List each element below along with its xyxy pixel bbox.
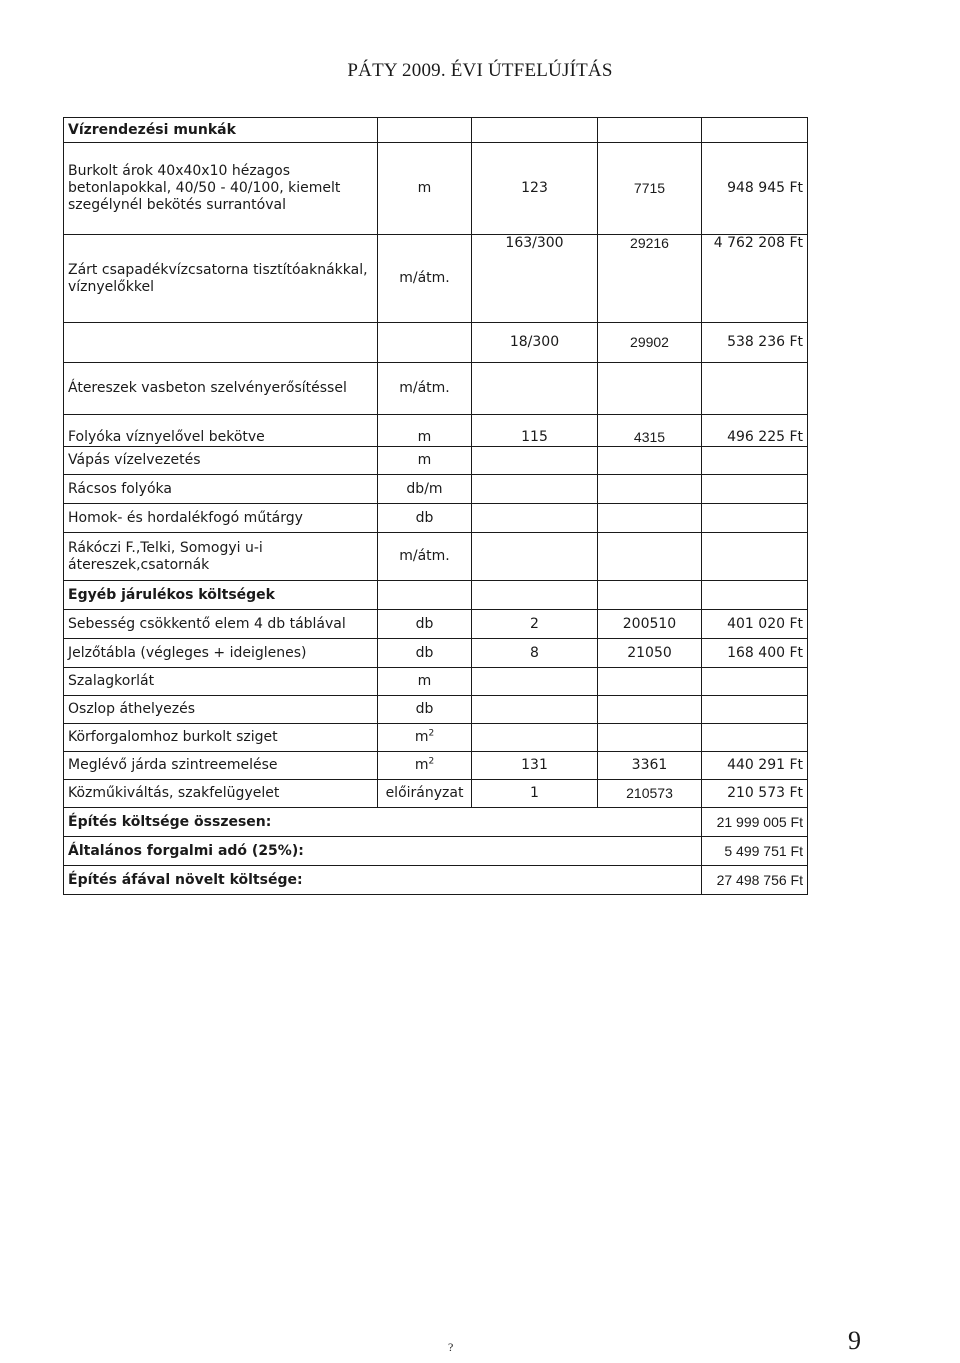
item-unit: m bbox=[378, 447, 472, 475]
summary-row bbox=[64, 808, 808, 837]
item-unit: m/átm. bbox=[378, 533, 472, 581]
table-row bbox=[64, 504, 808, 533]
summary-label: Építés áfával növelt költsége: bbox=[64, 866, 702, 895]
item-description: Meglévő járda szintreemelése bbox=[64, 752, 378, 780]
summary-value: 21 999 005 Ft bbox=[702, 808, 808, 837]
item-unit: m bbox=[378, 668, 472, 696]
item-unit: m bbox=[378, 415, 472, 447]
table-row bbox=[64, 696, 808, 724]
item-unit: db bbox=[378, 504, 472, 533]
cost-table bbox=[63, 117, 808, 895]
item-total: 168 400 Ft bbox=[702, 639, 808, 668]
table-row bbox=[64, 610, 808, 639]
summary-label: Általános forgalmi adó (25%): bbox=[64, 837, 702, 866]
item-quantity: 115 bbox=[472, 415, 598, 447]
item-total: 210 573 Ft bbox=[702, 780, 808, 808]
table-row bbox=[64, 415, 808, 447]
table-row bbox=[64, 143, 808, 235]
item-quantity: 163/300 bbox=[472, 235, 598, 323]
item-total: 538 236 Ft bbox=[702, 323, 808, 363]
table-row bbox=[64, 118, 808, 143]
table-row bbox=[64, 724, 808, 752]
table-row bbox=[64, 235, 808, 323]
item-unit: előirányzat bbox=[378, 780, 472, 808]
item-description: Oszlop áthelyezés bbox=[64, 696, 378, 724]
item-total: 4 762 208 Ft bbox=[702, 235, 808, 323]
item-unit: $m^2$ bbox=[378, 724, 472, 752]
item-description: Jelzőtábla (végleges + ideiglenes) bbox=[64, 639, 378, 668]
summary-value: 27 498 756 Ft bbox=[702, 866, 808, 895]
item-quantity: 2 bbox=[472, 610, 598, 639]
item-description: Homok- és hordalékfogó műtárgy bbox=[64, 504, 378, 533]
item-description: Közműkiváltás, szakfelügyelet bbox=[64, 780, 378, 808]
footer-mark: ? bbox=[448, 1340, 454, 1354]
item-unit-price: 29902 bbox=[598, 323, 702, 363]
table-row bbox=[64, 581, 808, 610]
item-description: Rákóczi F.,Telki, Somogyi u-i átereszek,csatornák bbox=[64, 533, 378, 581]
item-description: Körforgalomhoz burkolt sziget bbox=[64, 724, 378, 752]
table-row bbox=[64, 323, 808, 363]
item-description: Vápás vízelvezetés bbox=[64, 447, 378, 475]
item-total: 440 291 Ft bbox=[702, 752, 808, 780]
item-unit-price: 3361 bbox=[598, 752, 702, 780]
table-row bbox=[64, 780, 808, 808]
item-description: Zárt csapadékvízcsatorna tisztítóaknákkal, víznyelőkkel bbox=[64, 235, 378, 323]
summary-row bbox=[64, 866, 808, 895]
item-unit-price: 200510 bbox=[598, 610, 702, 639]
table-row bbox=[64, 475, 808, 504]
page-title: PÁTY 2009. ÉVI ÚTFELÚJÍTÁS bbox=[347, 60, 613, 81]
item-unit: db/m bbox=[378, 475, 472, 504]
table-row bbox=[64, 752, 808, 780]
summary-value: 5 499 751 Ft bbox=[702, 837, 808, 866]
item-description: Burkolt árok 40x40x10 hézagos betonlapokkal, 40/50 - 40/100, kiemelt szegélynél bekötés surrantóval bbox=[64, 143, 378, 235]
item-unit: db bbox=[378, 696, 472, 724]
table-row bbox=[64, 447, 808, 475]
item-unit-price: 21050 bbox=[598, 639, 702, 668]
table-row bbox=[64, 363, 808, 415]
table-row bbox=[64, 533, 808, 581]
item-unit-price: 210573 bbox=[598, 780, 702, 808]
table-row bbox=[64, 639, 808, 668]
item-description: Folyóka víznyelővel bekötve bbox=[64, 415, 378, 447]
section-header: Vízrendezési munkák bbox=[64, 118, 378, 143]
item-quantity: 131 bbox=[472, 752, 598, 780]
item-total: 948 945 Ft bbox=[702, 143, 808, 235]
item-description: Szalagkorlát bbox=[64, 668, 378, 696]
table-row bbox=[64, 668, 808, 696]
item-quantity: 1 bbox=[472, 780, 598, 808]
item-total: 496 225 Ft bbox=[702, 415, 808, 447]
page-number: 9 bbox=[848, 1326, 861, 1355]
item-unit-price: 7715 bbox=[598, 143, 702, 235]
section-header: Egyéb járulékos költségek bbox=[64, 581, 378, 610]
item-unit-price: 4315 bbox=[598, 415, 702, 447]
item-description: Sebesség csökkentő elem 4 db táblával bbox=[64, 610, 378, 639]
item-unit: m/átm. bbox=[378, 363, 472, 415]
summary-row bbox=[64, 837, 808, 866]
item-unit: $m^2$ bbox=[378, 752, 472, 780]
item-total: 401 020 Ft bbox=[702, 610, 808, 639]
item-quantity: 123 bbox=[472, 143, 598, 235]
item-description: Rácsos folyóka bbox=[64, 475, 378, 504]
item-quantity: 18/300 bbox=[472, 323, 598, 363]
item-quantity: 8 bbox=[472, 639, 598, 668]
item-unit: m/átm. bbox=[378, 235, 472, 323]
item-unit: db bbox=[378, 610, 472, 639]
item-unit-price: 29216 bbox=[598, 235, 702, 323]
item-description: Átereszek vasbeton szelvényerősítéssel bbox=[64, 363, 378, 415]
item-unit: db bbox=[378, 639, 472, 668]
item-unit: m bbox=[378, 143, 472, 235]
summary-label: Építés költsége összesen: bbox=[64, 808, 702, 837]
